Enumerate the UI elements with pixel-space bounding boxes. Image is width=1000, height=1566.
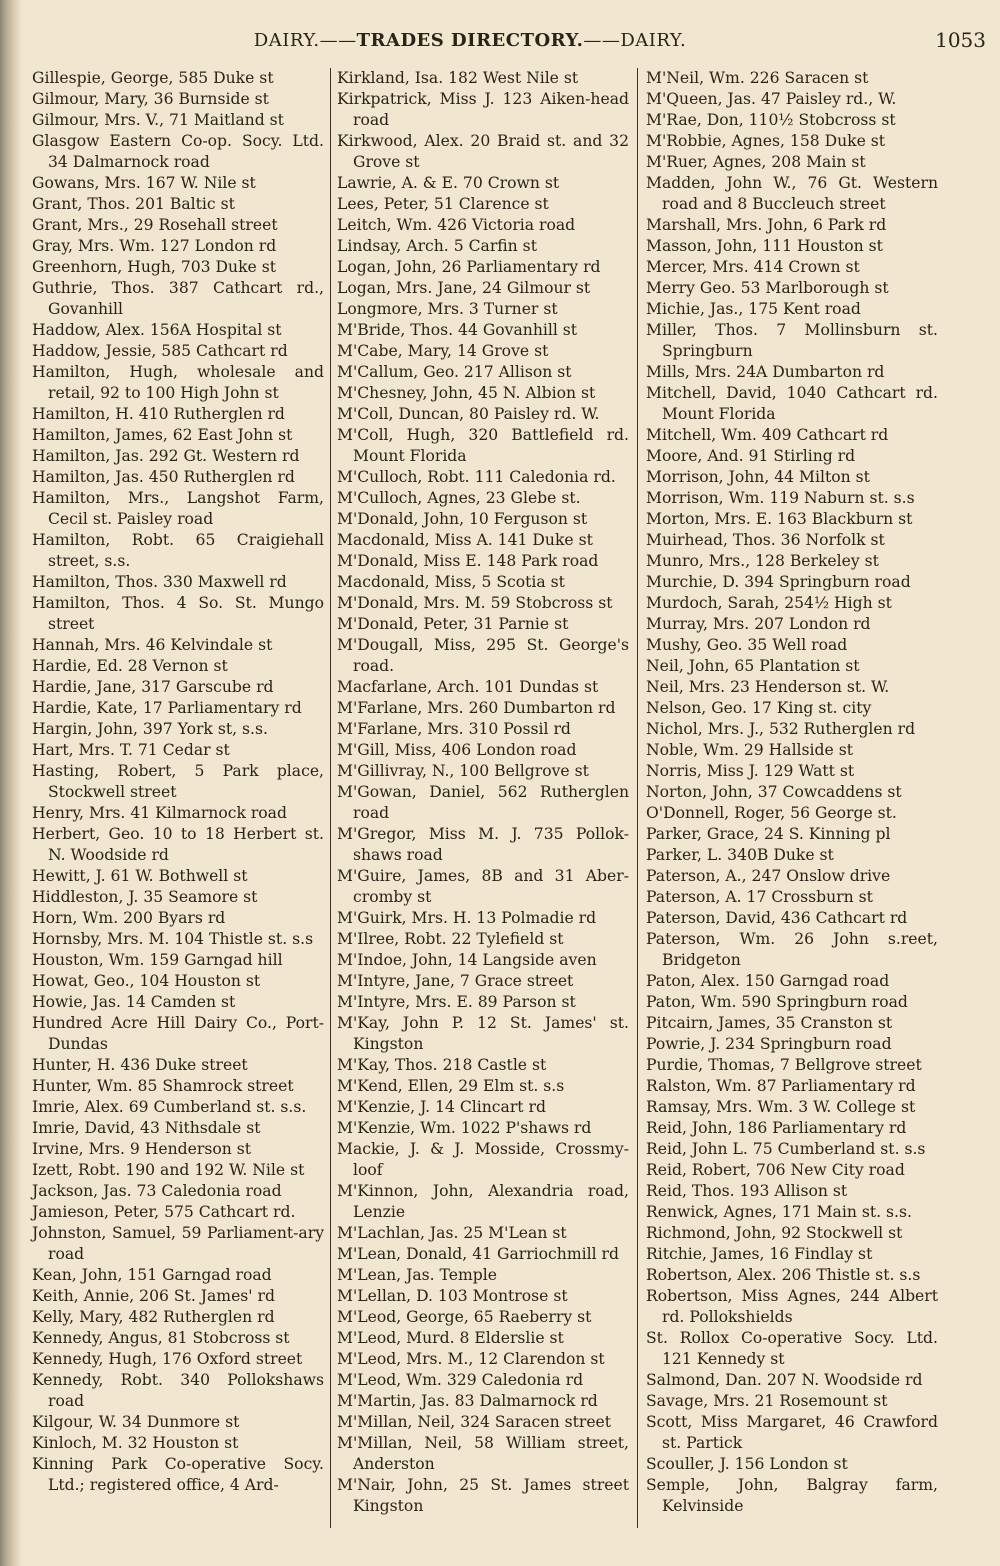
directory-entry: Ralston, Wm. 87 Parliamentary rd [646,1077,916,1095]
directory-entry: Robertson, Alex. 206 Thistle st. s.s [646,1266,921,1284]
directory-entry: Macfarlane, Arch. 101 Dundas st [337,678,599,696]
directory-entry: Kilgour, W. 34 Dunmore st [32,1413,240,1431]
column-rule-1 [330,68,331,1528]
directory-entry: M'Leod, Murd. 8 Elderslie st [337,1329,564,1347]
directory-entry: Glasgow Eastern Co-op. Socy. Ltd. 34 Dalmarnock road [32,132,324,171]
directory-entry: M'Gill, Miss, 406 London road [337,741,577,759]
directory-entry: O'Donnell, Roger, 56 George st. [646,804,897,822]
directory-entry: M'Lean, Jas. Temple [337,1266,497,1284]
directory-entry: Murdoch, Sarah, 254½ High st [646,594,892,612]
directory-entry: M'Kinnon, John, Alexandria road, Lenzie [337,1182,629,1221]
directory-entry: Hamilton, Hugh, wholesale and retail, 92 to 100 High John st [32,363,324,402]
directory-entry: Greenhorn, Hugh, 703 Duke st [32,258,277,276]
directory-column-3 [646,68,938,1538]
directory-entry: M'Coll, Hugh, 320 Battlefield rd. Mount Florida [337,426,629,465]
directory-entry: Hamilton, Jas. 292 Gt. Western rd [32,447,300,465]
directory-entry: Morrison, John, 44 Milton st [646,468,870,486]
directory-entry: Guthrie, Thos. 387 Cathcart rd., Govanhill [32,279,324,318]
directory-entry: Norris, Miss J. 129 Watt st [646,762,855,780]
directory-entry: Kennedy, Angus, 81 Stobcross st [32,1329,290,1347]
directory-entry: Hamilton, Mrs., Langshot Farm, Cecil st. Paisley road [32,489,324,528]
directory-entry: Imrie, Alex. 69 Cumberland st. s.s. [32,1098,307,1116]
directory-entry: Reid, John, 186 Parliamentary rd [646,1119,907,1137]
directory-entry: Mushy, Geo. 35 Well road [646,636,848,654]
directory-entry: M'Kay, John P. 12 St. James' st. Kingston [337,1014,629,1053]
directory-entry: Hamilton, H. 410 Rutherglen rd [32,405,285,423]
directory-entry: Parker, Grace, 24 S. Kinning pl [646,825,891,843]
directory-entry: Pitcairn, James, 35 Cranston st [646,1014,893,1032]
directory-entry: M'Kay, Thos. 218 Castle st [337,1056,547,1074]
directory-entry: Ramsay, Mrs. Wm. 3 W. College st [646,1098,916,1116]
directory-entry: M'Intyre, Jane, 7 Grace street [337,972,574,990]
directory-entry: Gilmour, Mary, 36 Burnside st [32,90,269,108]
directory-entry: Logan, Mrs. Jane, 24 Gilmour st [337,279,591,297]
directory-entry: Morton, Mrs. E. 163 Blackburn st [646,510,913,528]
directory-entry: M'Lellan, D. 103 Montrose st [337,1287,568,1305]
directory-entry: Hiddleston, J. 35 Seamore st [32,888,258,906]
directory-entry: Robertson, Miss Agnes, 244 Albert rd. Pollokshields [646,1287,938,1326]
directory-entry: M'Chesney, John, 45 N. Albion st [337,384,596,402]
directory-entry: M'Coll, Duncan, 80 Paisley rd. W. [337,405,600,423]
directory-entry: St. Rollox Co-operative Socy. Ltd. 121 Kennedy st [646,1329,938,1368]
directory-entry: Grant, Mrs., 29 Rosehall street [32,216,278,234]
page-binding-shadow [0,0,22,1566]
directory-entry: Irvine, Mrs. 9 Henderson st [32,1140,252,1158]
directory-entry: Hart, Mrs. T. 71 Cedar st [32,741,230,759]
header-left-word: DAIRY. [253,30,320,51]
directory-entry: M'Culloch, Robt. 111 Caledonia rd. [337,468,616,486]
directory-entry: Miller, Thos. 7 Mollinsburn st. Springburn [646,321,938,360]
directory-entry: Marshall, Mrs. John, 6 Park rd [646,216,887,234]
directory-entry: Scott, Miss Margaret, 46 Crawford st. Partick [646,1413,938,1452]
directory-entry: M'Gregor, Miss M. J. 735 Pollok-shaws road [337,825,629,864]
directory-entry: Hundred Acre Hill Dairy Co., Port-Dundas [32,1014,324,1053]
directory-entry: Savage, Mrs. 21 Rosemount st [646,1392,888,1410]
directory-entry: Paton, Wm. 590 Springburn road [646,993,908,1011]
directory-entry: M'Lean, Donald, 41 Garriochmill rd [337,1245,619,1263]
directory-entry: Hargin, John, 397 York st, s.s. [32,720,268,738]
directory-entry: M'Guire, James, 8B and 31 Aber-cromby st [337,867,629,906]
directory-entry: Paterson, A. 17 Crossburn st [646,888,873,906]
directory-entry: Kean, John, 151 Garngad road [32,1266,272,1284]
directory-entry: Noble, Wm. 29 Hallside st [646,741,853,759]
directory-entry: Reid, Robert, 706 New City road [646,1161,905,1179]
directory-entry: M'Leod, Wm. 329 Caledonia rd [337,1371,584,1389]
directory-entry: Gowans, Mrs. 167 W. Nile st [32,174,256,192]
directory-entry: Murray, Mrs. 207 London rd [646,615,871,633]
directory-entry: Jamieson, Peter, 575 Cathcart rd. [32,1203,296,1221]
directory-entry: Hardie, Kate, 17 Parliamentary rd [32,699,302,717]
directory-entry: M'Neil, Wm. 226 Saracen st [646,69,869,87]
directory-entry: Horn, Wm. 200 Byars rd [32,909,226,927]
directory-column-1 [32,68,324,1538]
directory-entry: Mitchell, David, 1040 Cathcart rd. Mount Florida [646,384,938,423]
directory-entry: Lees, Peter, 51 Clarence st [337,195,549,213]
directory-entry: Kelly, Mary, 482 Rutherglen rd [32,1308,275,1326]
directory-entry: Johnston, Samuel, 59 Parliament-ary road [32,1224,324,1263]
directory-entry: Morrison, Wm. 119 Naburn st. s.s [646,489,915,507]
directory-entry: Hasting, Robert, 5 Park place, Stockwell street [32,762,324,801]
directory-entry: Mills, Mrs. 24A Dumbarton rd [646,363,885,381]
directory-entry: Howat, Geo., 104 Houston st [32,972,261,990]
directory-entry: Hamilton, James, 62 East John st [32,426,293,444]
directory-entry: M'Lachlan, Jas. 25 M'Lean st [337,1224,567,1242]
directory-entry: M'Gowan, Daniel, 562 Rutherglen road [337,783,629,822]
directory-entry: M'Intyre, Mrs. E. 89 Parson st [337,993,576,1011]
directory-entry: Nelson, Geo. 17 King st. city [646,699,872,717]
directory-entry: Logan, John, 26 Parliamentary rd [337,258,601,276]
directory-entry: Michie, Jas., 175 Kent road [646,300,861,318]
directory-entry: Moore, And. 91 Stirling rd [646,447,856,465]
directory-entry: Longmore, Mrs. 3 Turner st [337,300,558,318]
directory-entry: M'Millan, Neil, 324 Saracen street [337,1413,612,1431]
directory-entry: M'Robbie, Agnes, 158 Duke st [646,132,886,150]
directory-entry: M'Farlane, Mrs. 310 Possil rd [337,720,571,738]
directory-entry: Mitchell, Wm. 409 Cathcart rd [646,426,889,444]
directory-entry: Mackie, J. & J. Mosside, Crossmy-loof [337,1140,629,1179]
page-number: 1053 [935,28,986,52]
directory-entry: Howie, Jas. 14 Camden st [32,993,236,1011]
directory-entry: Hardie, Jane, 317 Garscube rd [32,678,274,696]
directory-entry: Hornsby, Mrs. M. 104 Thistle st. s.s [32,930,314,948]
directory-entry: Hannah, Mrs. 46 Kelvindale st [32,636,273,654]
directory-entry: Masson, John, 111 Houston st [646,237,883,255]
directory-entry: Haddow, Jessie, 585 Cathcart rd [32,342,288,360]
directory-entry: M'Leod, George, 65 Raeberry st [337,1308,592,1326]
directory-entry: Gray, Mrs. Wm. 127 London rd [32,237,277,255]
directory-entry: Herbert, Geo. 10 to 18 Herbert st. N. Woodside rd [32,825,324,864]
directory-entry: Lawrie, A. & E. 70 Crown st [337,174,560,192]
directory-entry: M'Martin, Jas. 83 Dalmarnock rd [337,1392,598,1410]
directory-entry: Gillespie, George, 585 Duke st [32,69,274,87]
directory-entry: Nichol, Mrs. J., 532 Rutherglen rd [646,720,916,738]
directory-entry: M'Millan, Neil, 58 William street, Anderston [337,1434,629,1473]
directory-entry: Macdonald, Miss A. 141 Duke st [337,531,593,549]
directory-entry: Hamilton, Robt. 65 Craigiehall street, s.s. [32,531,324,570]
directory-entry: M'Ilree, Robt. 22 Tylefield st [337,930,564,948]
directory-entry: M'Leod, Mrs. M., 12 Clarendon st [337,1350,605,1368]
directory-entry: Muirhead, Thos. 36 Norfolk st [646,531,885,549]
directory-entry: Hamilton, Thos. 330 Maxwell rd [32,573,287,591]
directory-entry: Kinloch, M. 32 Houston st [32,1434,239,1452]
directory-entry: Kennedy, Hugh, 176 Oxford street [32,1350,303,1368]
directory-entry: Hamilton, Thos. 4 So. St. Mungo street [32,594,324,633]
directory-entry: Kennedy, Robt. 340 Pollokshaws road [32,1371,324,1410]
directory-entry: M'Rae, Don, 110½ Stobcross st [646,111,896,129]
directory-entry: Macdonald, Miss, 5 Scotia st [337,573,565,591]
directory-entry: Ritchie, James, 16 Findlay st [646,1245,873,1263]
directory-entry: M'Queen, Jas. 47 Paisley rd., W. [646,90,897,108]
directory-entry: M'Donald, John, 10 Ferguson st [337,510,588,528]
directory-entry: Salmond, Dan. 207 N. Woodside rd [646,1371,923,1389]
header-text: DAIRY.——TRADES DIRECTORY.——DAIRY. [253,30,687,51]
directory-entry: Merry Geo. 53 Marlborough st [646,279,889,297]
directory-entry: M'Nair, John, 25 St. James street Kingston [337,1476,629,1515]
directory-entry: M'Ruer, Agnes, 208 Main st [646,153,866,171]
directory-entry: M'Donald, Mrs. M. 59 Stobcross st [337,594,613,612]
directory-entry: M'Cabe, Mary, 14 Grove st [337,342,549,360]
directory-entry: M'Farlane, Mrs. 260 Dumbarton rd [337,699,616,717]
directory-entry: Paterson, David, 436 Cathcart rd [646,909,908,927]
directory-entry: Munro, Mrs., 128 Berkeley st [646,552,879,570]
directory-entry: Hunter, Wm. 85 Shamrock street [32,1077,294,1095]
directory-entry: Jackson, Jas. 73 Caledonia road [32,1182,282,1200]
directory-entry: M'Dougall, Miss, 295 St. George's road. [337,636,629,675]
directory-entry: Kinning Park Co-operative Socy. Ltd.; registered office, 4 Ard- [32,1455,324,1494]
directory-entry: Hewitt, J. 61 W. Bothwell st [32,867,248,885]
directory-entry: M'Bride, Thos. 44 Govanhill st [337,321,578,339]
directory-entry: M'Callum, Geo. 217 Allison st [337,363,572,381]
directory-entry: Paton, Alex. 150 Garngad road [646,972,890,990]
directory-entry: Hunter, H. 436 Duke street [32,1056,248,1074]
directory-entry: Reid, Thos. 193 Allison st [646,1182,848,1200]
directory-entry: Leitch, Wm. 426 Victoria road [337,216,576,234]
directory-entry: Grant, Thos. 201 Baltic st [32,195,235,213]
directory-entry: M'Kenzie, Wm. 1022 P'shaws rd [337,1119,592,1137]
header-title: TRADES DIRECTORY. [356,30,584,51]
directory-entry: Haddow, Alex. 156A Hospital st [32,321,282,339]
directory-entry: M'Kenzie, J. 14 Clincart rd [337,1098,546,1116]
directory-entry: M'Donald, Peter, 31 Parnie st [337,615,569,633]
directory-entry: Kirkland, Isa. 182 West Nile st [337,69,579,87]
directory-entry: M'Culloch, Agnes, 23 Glebe st. [337,489,581,507]
directory-entry: M'Indoe, John, 14 Langside aven [337,951,597,969]
directory-entry: Paterson, A., 247 Onslow drive [646,867,891,885]
directory-entry: Izett, Robt. 190 and 192 W. Nile st [32,1161,305,1179]
directory-entry: Keith, Annie, 206 St. James' rd [32,1287,275,1305]
directory-entry: Gilmour, Mrs. V., 71 Maitland st [32,111,284,129]
directory-entry: Kirkwood, Alex. 20 Braid st. and 32 Grove st [337,132,629,171]
directory-entry: Houston, Wm. 159 Garngad hill [32,951,283,969]
directory-entry: Norton, John, 37 Cowcaddens st [646,783,902,801]
directory-entry: Neil, Mrs. 23 Henderson st. W. [646,678,890,696]
directory-entry: M'Gillivray, N., 100 Bellgrove st [337,762,589,780]
header-right-word: DAIRY. [620,30,687,51]
directory-entry: Henry, Mrs. 41 Kilmarnock road [32,804,287,822]
directory-entry: Mercer, Mrs. 414 Crown st [646,258,860,276]
directory-entry: Purdie, Thomas, 7 Bellgrove street [646,1056,922,1074]
directory-entry: Powrie, J. 234 Springburn road [646,1035,892,1053]
directory-entry: Richmond, John, 92 Stockwell st [646,1224,903,1242]
directory-entry: M'Guirk, Mrs. H. 13 Polmadie rd [337,909,597,927]
directory-entry: Reid, John L. 75 Cumberland st. s.s [646,1140,926,1158]
directory-entry: M'Kend, Ellen, 29 Elm st. s.s [337,1077,565,1095]
directory-column-2 [337,68,629,1538]
directory-entry: Paterson, Wm. 26 John s.reet, Bridgeton [646,930,938,969]
directory-entry: Imrie, David, 43 Nithsdale st [32,1119,261,1137]
directory-entry: Lindsay, Arch. 5 Carfin st [337,237,537,255]
directory-entry: Semple, John, Balgray farm, Kelvinside [646,1476,938,1515]
directory-entry: Scouller, J. 156 London st [646,1455,848,1473]
directory-entry: Hardie, Ed. 28 Vernon st [32,657,228,675]
directory-entry: Hamilton, Jas. 450 Rutherglen rd [32,468,295,486]
directory-entry: Murchie, D. 394 Springburn road [646,573,911,591]
running-header [30,26,986,62]
directory-entry: Parker, L. 340B Duke st [646,846,834,864]
directory-entry: Neil, John, 65 Plantation st [646,657,860,675]
directory-entry: Kirkpatrick, Miss J. 123 Aiken-head road [337,90,629,129]
directory-entry: Renwick, Agnes, 171 Main st. s.s. [646,1203,912,1221]
directory-entry: Madden, John W., 76 Gt. Western road and 8 Buccleuch street [646,174,938,213]
column-rule-2 [637,68,638,1528]
directory-entry: M'Donald, Miss E. 148 Park road [337,552,599,570]
